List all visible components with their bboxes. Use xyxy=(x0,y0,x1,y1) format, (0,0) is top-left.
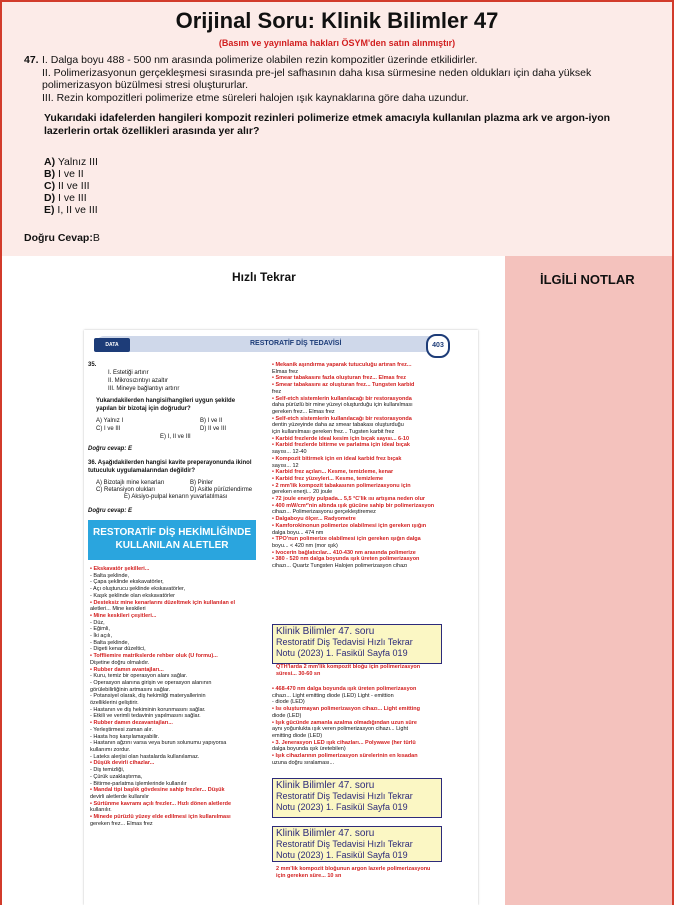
book-page-header-title: RESTORATİF DİŞ TEDAVİSİ xyxy=(250,340,342,347)
list-item: • Isı oluşturmayan polimerizasyon cihazı... Light emitting xyxy=(272,706,421,713)
book-q36-opt-b: B) Pinler xyxy=(190,480,214,486)
book-q35-stem: Yukarıdakilerden hangisi/hangileri uygun şekilde yapılan bir bizotaj için doğrudur? xyxy=(96,398,236,412)
book-q35-opt-a: A) Yalnız I xyxy=(96,418,124,424)
question-item-2b: polimerizasyon büzülmesi stresi oluştururlar. xyxy=(42,79,248,91)
list-item: aletleri... Mine keskileri xyxy=(90,606,146,613)
list-item: • Mine keskileri çeşitleri... xyxy=(90,612,157,619)
list-item: devirli aletlerde kullanılır xyxy=(90,793,149,800)
list-item: emitting diode (LED) xyxy=(272,732,323,739)
list-item: - Çürük uzaklaştırma, xyxy=(90,773,143,780)
list-item: • 2 mm'lik kompozit tabakasının polimerizasyonu için xyxy=(272,482,411,489)
question-number: 47. xyxy=(24,54,39,66)
list-item: • Desteksiz mine kenarlarını düzeltmek için kullanılan el xyxy=(90,599,235,606)
related-note-callout-3[interactable]: Klinik Bilimler 47. soru Restoratif Diş Tedavisi Hızlı Tekrar Notu (2023) 1. Fasikül Sayfa 019 xyxy=(272,826,442,862)
list-item: • Self-etch sistemlerin kullanılacağı bir restorasyonda xyxy=(272,395,412,402)
notes-panel xyxy=(505,256,674,905)
list-item: boyu... < 420 nm (mor ışık) xyxy=(272,542,338,549)
list-item: - Hastanın ve diş hekiminin korunmasını sağlar. xyxy=(90,706,206,713)
list-item: sayısı... 12 xyxy=(272,462,299,469)
list-item: gereken frez... Elmas frez xyxy=(90,820,153,827)
list-item: - Açı oluşturucu şeklinde ekskavatörler, xyxy=(90,586,186,593)
list-item: - Balta şeklinde, xyxy=(90,572,130,579)
list-item: • Smear tabakasını fazla oluşturan frez... Elmas frez xyxy=(272,375,406,382)
book-q35-item-2: II. Mikrosızıntıyı azaltır xyxy=(108,378,169,384)
list-item: • Işık gücünde zamanla azalma olmadığından uzun süre xyxy=(272,719,417,726)
question-items xyxy=(24,54,664,104)
list-item: • Dalgaboyu ölçer... Radyometre xyxy=(272,516,356,523)
question-item-1: 47. I. Dalga boyu 488 - 500 nm arasında polimerize olabilen rezin kompozitler üzerinde etkilidirler. xyxy=(24,54,478,66)
book-q36-stem: 36. Aşağıdakilerden hangisi kavite preperayonunda ikinol tutuculuk uygulamalarından değildir? xyxy=(88,460,252,474)
list-item: için kullanılması gereken frez... Tugsten karbit frez xyxy=(272,429,395,436)
copyright-note: (Basım ve yayınlama hakları ÖSYM'den satın alınmıştır) xyxy=(218,38,456,48)
list-item: • Toffliemire matrikslerde rehber oluk (U formu)... xyxy=(90,653,218,660)
list-item: • Rubber damın avantajları... xyxy=(90,666,164,673)
list-item: uzuna doğru sıralaması... xyxy=(272,759,335,766)
list-item: - Digeti kenar düzeltici, xyxy=(90,646,146,653)
list-item: - Kuru, temiz bir operasyon alanı sağlar. xyxy=(90,673,188,680)
book-q36-opt-e: E) Aksiyo-pulpal kenarın yuvarlatılması xyxy=(124,494,228,500)
list-item: • 400 mW/cm²'nin altında ışık gücüne sahip bir polimerizasyon xyxy=(272,502,435,509)
right-column-list-2 xyxy=(272,686,472,766)
list-item: - Çapa şeklinde ekskavatörler, xyxy=(90,579,164,586)
list-item: • Sürtünme kavramı açılı frezler... Hızlı dönen aletlerde xyxy=(90,800,232,807)
list-item: cihazı... Quartz Tungsten Halojen polimerizasyon cihazı xyxy=(272,563,408,570)
list-item: - Yerleştirmesi zaman alır. xyxy=(90,726,153,733)
book-q35-item-1: I. Estetiği artırır xyxy=(108,370,149,376)
option-b[interactable]: B) I ve II xyxy=(44,168,84,180)
book-page-number: 403 xyxy=(426,334,450,358)
list-item: - diode (LED) xyxy=(272,699,305,706)
list-item: dalga boyu... 474 nm xyxy=(272,529,324,536)
question-stem: Yukarıdaki idafelerden hangileri kompozit rezinleri polimerize etmek amacıyla kullanılan plazma ark ve argon-iyon lazerlerin ortak özellikleri arasında yer alır? xyxy=(44,112,611,137)
list-item: - Lateks alerjisi olan hastalarda kullanılamaz. xyxy=(90,753,200,760)
left-column-list xyxy=(90,566,260,827)
book-q35-opt-d: D) II ve III xyxy=(200,426,227,432)
list-item: • Kamforokinonun polimerize olabilmesi için gereken ışığın xyxy=(272,522,427,529)
list-item: - Eğimli, xyxy=(90,626,110,633)
list-item: - Operasyon alanına girişin ve operasyon alanının xyxy=(90,679,212,686)
option-d[interactable]: D) I ve III xyxy=(44,192,87,204)
option-c[interactable]: C) II ve III xyxy=(44,180,90,192)
list-item: dalga boyunda ışık üretebilen) xyxy=(272,746,346,753)
list-item: • 380 - 520 nm dalga boyunda ışık üreten polimerizasyon xyxy=(272,556,420,563)
list-item: Dişetine doğru olmalıdır. xyxy=(90,659,150,666)
callout-1-underlay: QTH'larda 2 mm'lik kompozit bloğu için polimerizasyon süresi... 30-60 sn xyxy=(276,664,421,677)
list-item: aynı yoğunlukta ışık veren polimerizasyon cihazı... Light xyxy=(272,726,409,733)
list-item: • Düşük devirli cihazlar... xyxy=(90,760,155,767)
book-q35-opt-e: E) I, II ve III xyxy=(160,434,191,440)
list-item: Elmas frez xyxy=(272,368,298,375)
option-e[interactable]: E) I, II ve III xyxy=(44,204,98,216)
list-item: • Işık cihazlarının polimerizasyon sürelerinin en kısadan xyxy=(272,753,418,760)
list-item: cihazı... Polimerizasyonu gerçekleştiremez xyxy=(272,509,376,516)
list-item: • Rubber damın dezavantajları... xyxy=(90,720,173,727)
list-item: • Minede pürüzlü yüzey elde edilmesi için kullanılması xyxy=(90,814,231,821)
right-column-list xyxy=(272,362,472,570)
list-item: • 468-470 nm dalga boyunda ışık üreten polimerizasyon xyxy=(272,686,417,692)
list-item: - İki açılı, xyxy=(90,633,113,640)
answer-options xyxy=(44,156,98,216)
book-q36-opt-d: D) Asitle pürüzlendirme xyxy=(190,487,253,493)
list-item: dentin yüzeyinde daha az smear tabakası oluşturduğu xyxy=(272,422,404,429)
list-item: • TPO'nun polimerize olabilmesi için gereken ışığın dalga xyxy=(272,536,421,543)
list-item: • Smear tabakasını az oluşturan frez... Tungsten karbid xyxy=(272,382,415,389)
list-item: görülebilirliğinin artmasını sağlar. xyxy=(90,686,171,693)
list-item: • Karbid frez yüzeyleri... Kesme, temizleme xyxy=(272,475,384,482)
list-item: • Karbid frezlerde bitirme ve parlatma için ideal bıçak xyxy=(272,442,410,449)
book-q36-answer: Doğru cevap: E xyxy=(88,508,133,514)
list-item: gereken enerji... 20 joule xyxy=(272,489,333,496)
list-item: - Kaşık şeklinde olan ekskavatörler xyxy=(90,592,175,599)
book-q35-answer: Doğru cevap: E xyxy=(88,446,133,452)
list-item: - Etkili ve verimli tedavinin yapılmasını sağlar. xyxy=(90,713,201,720)
list-item: özelliklerini geliştirir. xyxy=(90,700,139,707)
book-q36-opt-a: A) Bizotajlı mine kenarları xyxy=(96,480,165,486)
list-item: - Düz, xyxy=(90,619,105,626)
list-item: • Karbid frezlerde ideal kesim için bıçak sayısı... 6-10 xyxy=(272,435,410,442)
section-banner: RESTORATİF DİŞ HEKİMLİĞİNDE KULLANILAN ALETLER xyxy=(88,520,256,560)
review-heading: Hızlı Tekrar xyxy=(232,270,296,284)
list-item: • Kompozit bitirmek için en ideal karbid frez bıçak xyxy=(272,455,402,462)
list-item: • Self-etch sistemlerin kullanılacağı bir restorasyonda xyxy=(272,415,412,422)
correct-answer: Doğru Cevap:B xyxy=(24,232,100,244)
book-logo: DATA xyxy=(94,338,130,352)
list-item: - Hastanın ağzını varsa veya burun solunumu yapıyorsa xyxy=(90,740,227,747)
list-item: - Bitirme-parlatma işlemlerinde kullanılır xyxy=(90,780,187,787)
page-title: Orijinal Soru: Klinik Bilimler 47 xyxy=(175,8,499,33)
list-item: • Mekanik aşındırma yaparak tutuculuğu artıran frez... xyxy=(272,362,412,368)
list-item: - Diş temizliği, xyxy=(90,767,125,774)
related-note-callout-1[interactable]: Klinik Bilimler 47. soru Restoratif Diş Tedavisi Hızlı Tekrar Notu (2023) 1. Fasikül Sayfa 019 xyxy=(272,624,442,664)
question-item-3: III. Rezin kompozitleri polimerize etme süreleri halojen ışık kaynaklarına göre daha uzundur. xyxy=(42,91,469,104)
list-item: kullanımı zordur. xyxy=(90,746,131,753)
list-item: cihazı... Light emitting diode (LED) Light - emittion xyxy=(272,692,394,699)
list-item: - Balta şeklinde, xyxy=(90,639,130,646)
list-item: • 3. Jenerasyon LED ışık cihazları... Polywave (her türlü xyxy=(272,739,416,746)
list-item: daha pürüzlü bir mine yüzeyi oluşturduğu için kullanılması xyxy=(272,402,413,409)
list-item: frez xyxy=(272,388,282,395)
callout-3-underlay: 2 mm'lik kompozit bloğunun argon lazerle polimerizasyonu için gereken süre... 10 sn xyxy=(276,866,431,879)
list-item: • 72 joule enerjiy pulpada... 5,5 °C'lik ısı artışına neden olur xyxy=(272,496,426,503)
list-item: • Karbid frez açıları... Kesme, temizleme, kenar xyxy=(272,469,394,476)
list-item: kullanılır. xyxy=(90,807,112,814)
list-item: - Hasta hoş karşılamayabilir. xyxy=(90,733,160,740)
list-item: • Ivocerin bağlatıcılar... 410-430 nm arasında polimerize xyxy=(272,549,416,556)
list-item: • Ekskavatör şekilleri... xyxy=(90,566,150,572)
book-q36-opt-c: C) Retansiyon olukları xyxy=(96,487,156,493)
book-q35-opt-c: C) I ve III xyxy=(96,426,121,432)
list-item: sayısı... 12-40 xyxy=(272,449,307,456)
list-item: - Potansiyel olarak, diş hekimliği materyallerinin xyxy=(90,693,206,700)
book-q35-number: 35. xyxy=(88,362,97,368)
book-q35-opt-b: B) I ve II xyxy=(200,418,223,424)
list-item: • Mandal tipi başlık gövdesine sahip frezler... Düşük xyxy=(90,787,225,794)
option-a[interactable]: A) Yalnız III xyxy=(44,156,98,168)
list-item: gereken frez... Elmas frez xyxy=(272,408,335,415)
notes-heading: İLGİLİ NOTLAR xyxy=(540,272,635,287)
list-item: diode (LED) xyxy=(272,712,302,719)
related-note-callout-2[interactable]: Klinik Bilimler 47. soru Restoratif Diş Tedavisi Hızlı Tekrar Notu (2023) 1. Fasikül Sayfa 019 xyxy=(272,778,442,818)
question-item-2: II. Polimerizasyonun gerçekleşmesi sırasında pre-jel safhasının daha kısa sürmesine neden oldukları için daha yüksek xyxy=(42,66,592,79)
book-q35-item-3: III. Mineye bağlantıyı artırır xyxy=(108,386,180,392)
